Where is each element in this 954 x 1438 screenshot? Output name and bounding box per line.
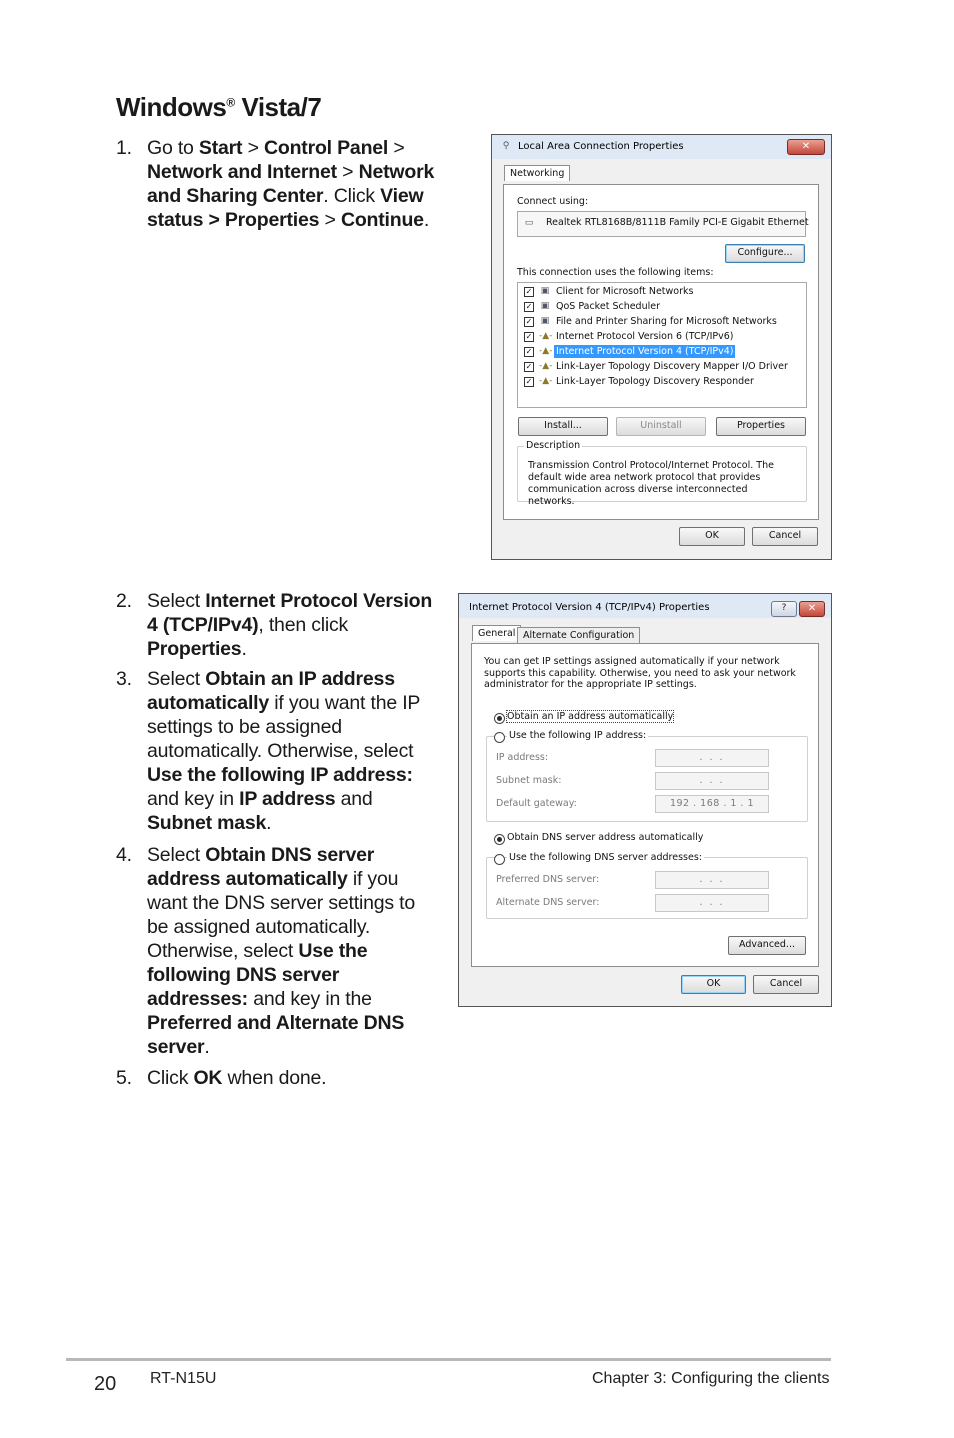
use-ip-radio[interactable] [494,732,505,743]
items-label: This connection uses the following items: [517,267,714,278]
page-number: 20 [94,1373,117,1395]
adapter-field [517,211,809,237]
service-icon: ▣ [540,316,550,326]
alternate-dns-label: Alternate DNS server: [496,897,600,908]
protocol-icon: -▲- [539,331,553,341]
use-dns-radio[interactable] [494,854,505,865]
protocol-icon: -▲- [539,346,553,356]
description-text: Transmission Control Protocol/Internet Protocol. The default wide area network protocol that provides communication across diverse interconnected networks. [528,460,774,507]
dialog-title-bar [459,594,831,618]
alternate-dns-field[interactable]: . . . [655,894,769,912]
subnet-mask-label: Subnet mask: [496,775,562,786]
description-group [517,440,807,507]
item-checkbox[interactable]: ✓ [525,287,533,296]
adapter-name: Realtek RTL8168B/8111B Family PCI-E Gigabit Ethernet [546,217,809,228]
use-ip-label[interactable]: Use the following IP address: [509,730,647,741]
item-checkbox[interactable]: ✓ [525,302,533,311]
protocol-icon: -▲- [539,361,553,371]
description-label: Description [526,440,581,451]
preferred-dns-field[interactable]: . . . [655,871,769,889]
chapter-title: Chapter 3: Configuring the clients [592,1370,830,1387]
intro-text: You can get IP settings assigned automatically if your network supports this capability. Otherwise, you need to ask your network administrator for the appropriate IP settings. [484,656,796,690]
tab-networking[interactable]: Networking [504,165,570,181]
item-checkbox[interactable]: ✓ [525,347,533,356]
footer-rule [66,1358,831,1361]
configure-button[interactable]: Configure... [725,244,805,263]
network-adapter-icon: ▭ [524,218,534,228]
use-dns-label[interactable]: Use the following DNS server addresses: [509,852,702,863]
item-checkbox[interactable]: ✓ [525,332,533,341]
client-icon: ▣ [540,286,550,296]
dialog-title-bar [492,135,831,159]
install-button[interactable]: Install... [518,417,608,436]
uninstall-button[interactable]: Uninstall [616,417,706,436]
advanced-button[interactable]: Advanced... [728,936,806,955]
dialog-title: Local Area Connection Properties [518,141,684,152]
step-3: 3. Select Obtain an IP address automatically if you want the IP settings to be assigned automatically. Otherwise, select Use the following IP address: and key in IP address and Subnet mask. [116,668,420,834]
step-number: 4. [116,844,132,866]
item-checkbox[interactable]: ✓ [525,362,533,371]
subnet-mask-field[interactable]: . . . [655,772,769,790]
step-4: 4. Select Obtain DNS server address automatically if you want the DNS server settings to be assigned automatically. Otherwise, select Use the following DNS server addresses: and key in the Preferred and Alternate DNS server. [116,844,415,1058]
tab-general[interactable]: General [472,625,521,641]
close-button[interactable]: ✕ [787,139,825,155]
properties-button[interactable]: Properties [716,417,806,436]
networking-panel [503,184,819,520]
item-checkbox[interactable]: ✓ [525,317,533,326]
preferred-dns-label: Preferred DNS server: [496,874,600,885]
obtain-dns-label[interactable]: Obtain DNS server address automatically [507,832,704,843]
item-checkbox[interactable]: ✓ [525,377,533,386]
default-gateway-label: Default gateway: [496,798,577,809]
step-number: 2. [116,590,132,612]
ipv4-properties-dialog [458,593,832,1007]
tab-alternate-configuration[interactable]: Alternate Configuration [517,627,640,643]
items-list: ✓ ▣ Client for Microsoft Networks ✓ ▣ QoS Packet Scheduler ✓ ▣ File and Printer Sharing for Microsoft Networks ✓ -▲- Internet Protocol Version 6 (TCP/IPv6) ✓ -▲- Internet Protocol Version 4 (TCP/IPv4) ✓ -▲- Link-Layer Topology Discovery Mapper I/O Driver ✓ -▲- Link-Layer Topology Discovery Responder [517,282,807,408]
connect-using-label: Connect using: [517,196,589,207]
step-number: 1. [116,137,132,159]
obtain-ip-radio[interactable] [494,713,505,724]
close-button[interactable]: ✕ [799,601,825,617]
step-2: 2. Select Internet Protocol Version 4 (TCP/IPv4), then click Properties. [116,590,433,660]
network-icon: ⚲ [502,141,510,151]
general-panel [471,643,819,967]
help-button[interactable]: ? [771,601,797,617]
obtain-ip-label[interactable]: Obtain an IP address automatically [507,711,674,722]
ip-address-field[interactable]: . . . [655,749,769,767]
dialog-title: Internet Protocol Version 4 (TCP/IPv4) Properties [469,602,710,613]
ok-button[interactable]: OK [679,527,745,546]
step-number: 5. [116,1067,132,1089]
protocol-icon: -▲- [539,376,553,386]
ok-button[interactable]: OK [681,975,746,994]
obtain-dns-radio[interactable] [494,834,505,845]
default-gateway-field[interactable]: 192 . 168 . 1 . 1 [655,795,769,813]
cancel-button[interactable]: Cancel [753,975,819,994]
ip-address-label: IP address: [496,752,549,763]
step-number: 3. [116,668,132,690]
cancel-button[interactable]: Cancel [752,527,818,546]
service-icon: ▣ [540,301,550,311]
step-1: 1. Go to Start > Control Panel > Network and Internet > Network and Sharing Center. Click View status > Properties > Continue. [116,137,435,231]
model-name: RT-N15U [150,1370,217,1387]
section-heading: Windows® Vista/7 [116,92,322,122]
local-area-connection-dialog [491,134,832,560]
step-5: 5. Click OK when done. [116,1067,327,1089]
